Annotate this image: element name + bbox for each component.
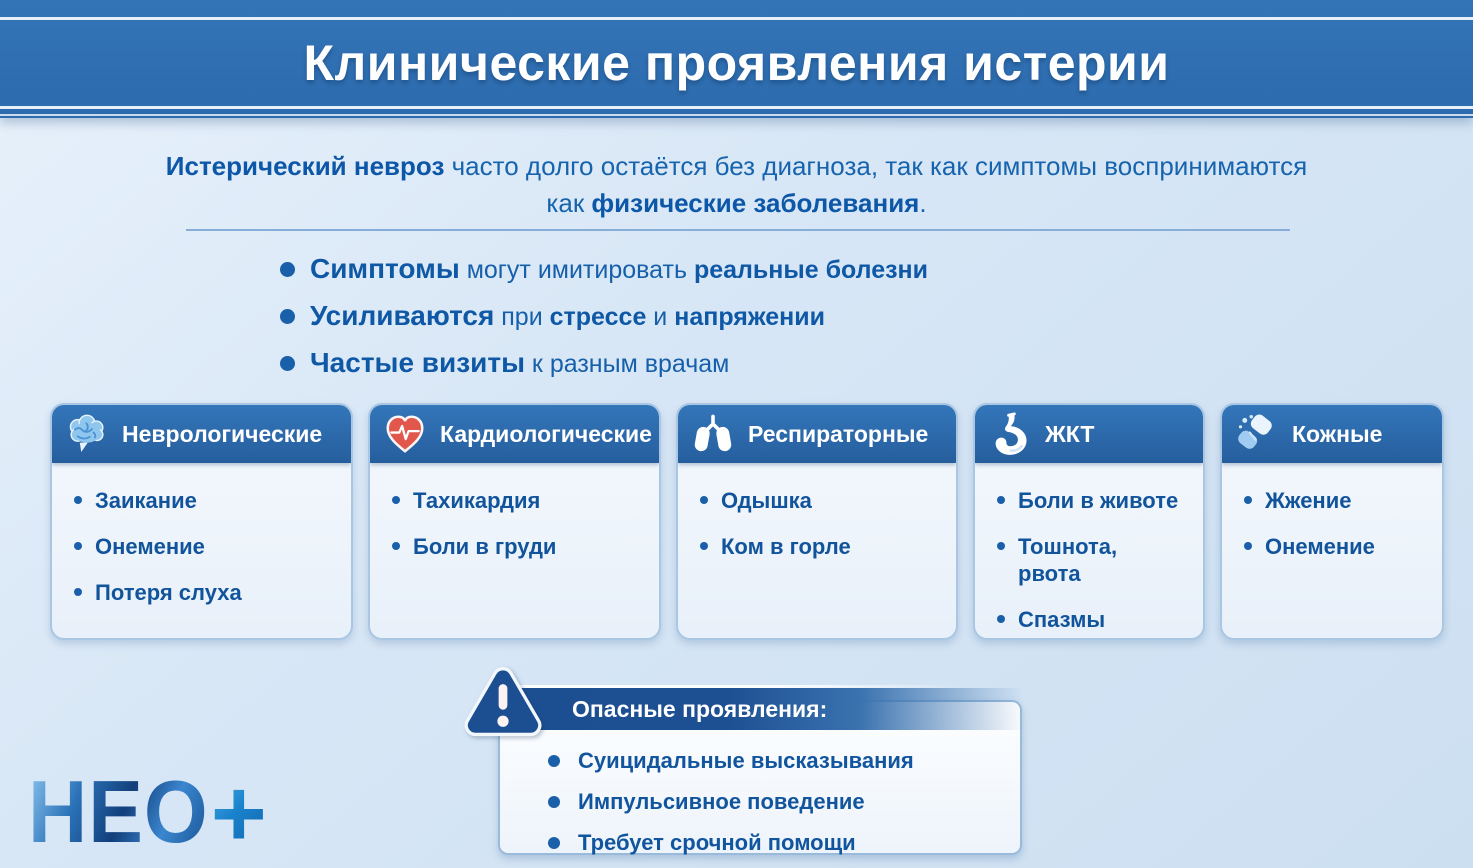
bullet-icon bbox=[997, 496, 1005, 504]
bullet-icon bbox=[280, 262, 295, 277]
card-item: Потеря слуха bbox=[74, 579, 341, 606]
bullet-icon bbox=[700, 496, 708, 504]
plus-icon: + bbox=[210, 760, 267, 867]
neo-plus-logo bbox=[28, 760, 267, 867]
card-title: Кардиологические bbox=[440, 420, 652, 447]
card-item-list bbox=[975, 463, 1203, 633]
card-title: Неврологические bbox=[122, 420, 323, 447]
intro-period: . bbox=[919, 188, 927, 218]
symptom-cards bbox=[50, 403, 1444, 640]
logo-wordmark: НЕО bbox=[28, 763, 209, 862]
bullet-icon bbox=[280, 309, 295, 324]
key-point-text: Частые визиты к разным врачам bbox=[310, 347, 730, 378]
card-header bbox=[678, 405, 956, 463]
banner-top-line bbox=[0, 17, 1473, 20]
skin-icon bbox=[1234, 411, 1280, 457]
card-item: Тошнота, рвота bbox=[997, 533, 1193, 587]
card-respiratory bbox=[676, 403, 958, 640]
bullet-icon bbox=[74, 588, 82, 596]
card-item: Одышка bbox=[700, 487, 946, 514]
bullet-icon bbox=[700, 542, 708, 550]
card-item: Спазмы bbox=[997, 606, 1193, 633]
card-item: Ком в горле bbox=[700, 533, 946, 560]
key-point-visits bbox=[280, 347, 928, 379]
warning-item: Импульсивное поведение bbox=[548, 789, 1000, 815]
bullet-icon bbox=[392, 496, 400, 504]
banner-bottom-line-2 bbox=[0, 114, 1473, 116]
card-title: Респираторные bbox=[748, 420, 929, 447]
bullet-icon bbox=[997, 542, 1005, 550]
banner-bottom-line bbox=[0, 106, 1473, 109]
card-cardiological bbox=[368, 403, 661, 640]
key-point-symptoms bbox=[280, 253, 928, 285]
bullet-icon bbox=[997, 615, 1005, 623]
card-item: Заикание bbox=[74, 487, 341, 514]
warning-header-band bbox=[498, 688, 1046, 730]
key-points-list bbox=[280, 253, 928, 394]
bullet-icon bbox=[1244, 496, 1252, 504]
key-point-stress bbox=[280, 300, 928, 332]
key-point-lead: Симптомы bbox=[310, 253, 460, 284]
bullet-icon bbox=[548, 796, 560, 808]
bullet-icon bbox=[74, 542, 82, 550]
intro-term-2: физические заболевания bbox=[591, 188, 920, 218]
key-point-text: Симптомы могут имитировать реальные болезни bbox=[310, 253, 929, 284]
card-title: ЖКТ bbox=[1045, 420, 1095, 447]
card-item-list bbox=[370, 463, 659, 560]
card-item-list bbox=[52, 463, 351, 606]
card-item: Онемение bbox=[1244, 533, 1432, 560]
card-header bbox=[975, 405, 1203, 463]
bullet-icon bbox=[280, 356, 295, 371]
card-item-list bbox=[1222, 463, 1442, 560]
card-item: Жжение bbox=[1244, 487, 1432, 514]
warning-title: Опасные проявления: bbox=[572, 696, 828, 722]
brain-icon bbox=[64, 411, 110, 457]
stomach-icon bbox=[987, 411, 1033, 457]
bullet-icon bbox=[548, 755, 560, 767]
card-item-list bbox=[678, 463, 956, 560]
divider-line bbox=[186, 229, 1290, 231]
intro-text bbox=[147, 148, 1327, 222]
card-item: Онемение bbox=[74, 533, 341, 560]
card-skin bbox=[1220, 403, 1444, 640]
card-title: Кожные bbox=[1292, 420, 1383, 447]
card-header bbox=[370, 405, 659, 463]
card-item: Боли в животе bbox=[997, 487, 1193, 514]
warning-item: Суицидальные высказывания bbox=[548, 748, 1000, 774]
page-title: Клинические проявления истерии bbox=[303, 35, 1170, 91]
key-point-text: Усиливаются при стрессе и напряжении bbox=[310, 300, 825, 331]
heart-icon bbox=[382, 411, 428, 457]
card-item: Тахикардия bbox=[392, 487, 649, 514]
title-banner bbox=[0, 0, 1473, 118]
intro-term-1: Истерический невроз bbox=[165, 151, 445, 181]
bullet-icon bbox=[74, 496, 82, 504]
warning-triangle-icon bbox=[462, 663, 544, 741]
card-gastrointestinal bbox=[973, 403, 1205, 640]
warning-item-list bbox=[548, 748, 1000, 856]
warning-box bbox=[470, 668, 1022, 855]
key-point-lead: Частые визиты bbox=[310, 347, 525, 378]
card-header bbox=[52, 405, 351, 463]
lungs-icon bbox=[690, 411, 736, 457]
bullet-icon bbox=[1244, 542, 1252, 550]
key-point-lead: Усиливаются bbox=[310, 300, 495, 331]
warning-item: Требует срочной помощи bbox=[548, 830, 1000, 856]
bullet-icon bbox=[392, 542, 400, 550]
card-neurological bbox=[50, 403, 353, 640]
intro-body: часто долго остаётся без диагноза, так как симптомы воспринимаются как bbox=[444, 151, 1308, 218]
card-header bbox=[1222, 405, 1442, 463]
bullet-icon bbox=[548, 837, 560, 849]
card-item: Боли в груди bbox=[392, 533, 649, 560]
